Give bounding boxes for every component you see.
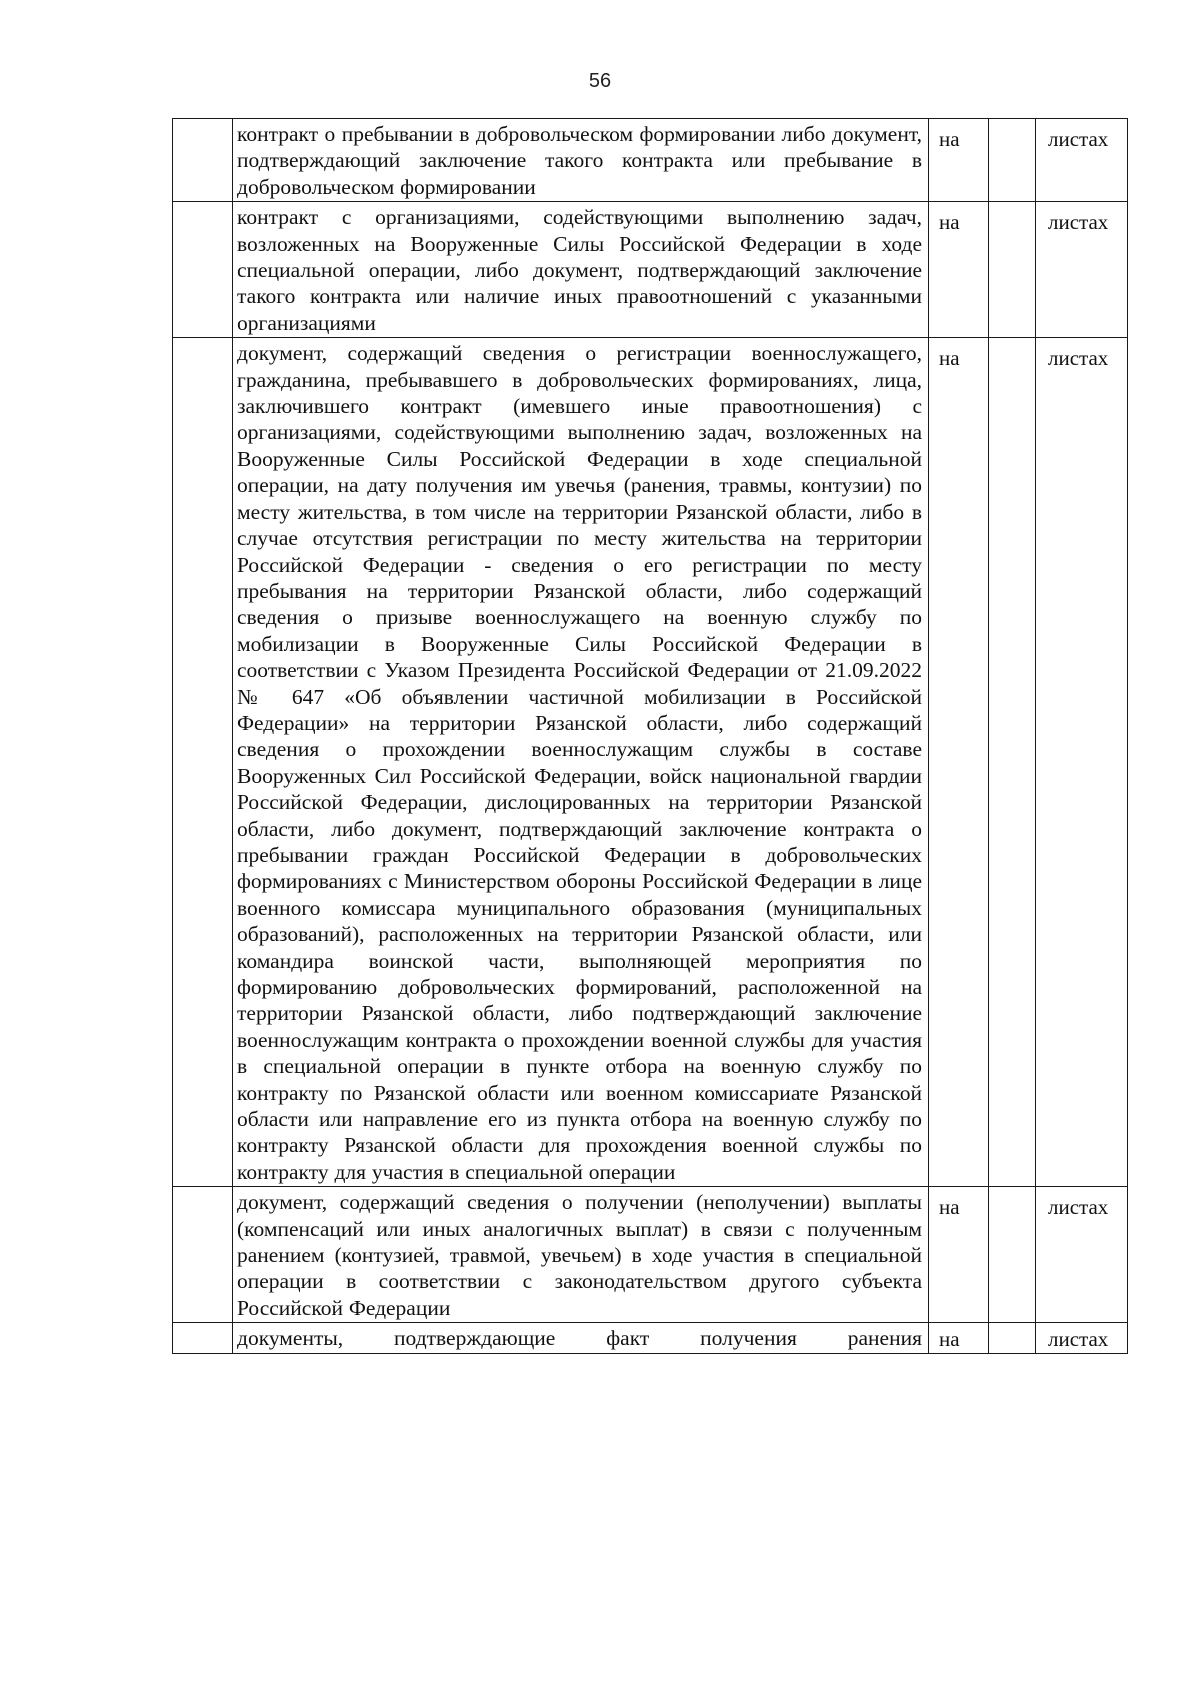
- sheet-count-cell[interactable]: [989, 1187, 1036, 1323]
- sheets-label: листах: [1048, 346, 1109, 371]
- row-number-cell: [173, 338, 233, 1187]
- document-description: контракт о пребывании в добровольческом формировании либо документ, подтверждающий заключение такого контракта или пребывание в добровольческом формировании: [237, 122, 922, 199]
- table-row: [173, 202, 1128, 338]
- sheets-cell: [1036, 1323, 1128, 1353]
- document-description-cell: [233, 338, 929, 1187]
- sheet-count-cell[interactable]: [989, 1323, 1036, 1353]
- sheets-cell: [1036, 338, 1128, 1187]
- row-number-cell: [173, 1187, 233, 1323]
- na-label: на: [939, 1327, 960, 1352]
- row-number-cell: [173, 202, 233, 338]
- na-label: на: [939, 210, 960, 235]
- na-cell: [929, 1323, 989, 1353]
- row-number-cell: [173, 1323, 233, 1353]
- sheets-label: листах: [1048, 210, 1109, 235]
- sheet-count-cell[interactable]: [989, 338, 1036, 1187]
- document-description-cell: [233, 1187, 929, 1323]
- table-row: [173, 119, 1128, 202]
- documents-table: [172, 118, 1128, 1354]
- document-description-cell: [233, 119, 929, 202]
- na-label: на: [939, 127, 960, 151]
- document-description: документы, подтверждающие факт получения ранения: [237, 1326, 922, 1351]
- document-description: документ, содержащий сведения о регистрации военнослужащего, гражданина, пребывавшего в добровольческих формированиях, лица, заключившего контракт (имевшего иные правоотношения) с организациями, содействующими выполнению задач, возложенных на Вооруженные Силы Российской Федерации в ходе специальной операции, на дату получения им увечья (ранения, травмы, контузии) по месту жительства, в том числе на территории Рязанской области, либо в случае отсутствия регистрации по месту жительства на территории Российской Федерации - сведения о его регистрации по месту пребывания на территории Рязанской области, либо содержащий сведения о призыве военнослужащего на военную службу по мобилизации в Вооруженные Силы Российской Федерации в соответствии с Указом Президента Российской Федерации от 21.09.2022 № 647 «Об объявлении частичной мобилизации в Российской Федерации» на территории Рязанской области, либо содержащий сведения о прохождении военнослужащим службы в составе Вооруженных Сил Российской Федерации, войск национальной гвардии Российской Федерации, дислоцированных на территории Рязанской области, либо документ, подтверждающий заключение контракта о пребывании граждан Российской Федерации в добровольческих формированиях с Министерством обороны Российской Федерации в лице военного комиссара муниципального образования (муниципальных образований), расположенных на территории Рязанской области, или командира воинской части, выполняющей мероприятия по формированию добровольческих формирований, расположенной на территории Рязанской области, либо подтверждающий заключение военнослужащим контракта о прохождении военной службы для участия в специальной операции в пункте отбора на военную службу по контракту по Рязанской области или военном комиссариате Рязанской области или направление его из пункта отбора на военную службу по контракту Рязанской области для прохождения военной службы по контракту для участия в специальной операции: [237, 341, 922, 1184]
- sheets-label: листах: [1048, 127, 1109, 151]
- sheet-count-cell[interactable]: [989, 119, 1036, 202]
- document-description-cell: [233, 1323, 929, 1353]
- document-description: документ, содержащий сведения о получении (неполучении) выплаты (компенсаций или иных аналогичных выплат) в связи с полученным ранением (контузией, травмой, увечьем) в ходе участия в специальной операции в соответствии с законодательством другого субъекта Российской Федерации: [237, 1190, 922, 1320]
- na-cell: [929, 202, 989, 338]
- na-label: на: [939, 1195, 960, 1220]
- document-description-cell: [233, 202, 929, 338]
- na-cell: [929, 1187, 989, 1323]
- sheets-cell: [1036, 202, 1128, 338]
- row-number-cell: [173, 119, 233, 202]
- sheets-label: листах: [1048, 1327, 1109, 1352]
- na-cell: [929, 338, 989, 1187]
- sheets-cell: [1036, 119, 1128, 202]
- sheet-count-cell[interactable]: [989, 202, 1036, 338]
- page-number: 56: [588, 70, 612, 92]
- table-row: [173, 1187, 1128, 1323]
- sheets-cell: [1036, 1187, 1128, 1323]
- na-cell: [929, 119, 989, 202]
- na-label: на: [939, 346, 960, 371]
- table-row: [173, 1323, 1128, 1353]
- document-description: контракт с организациями, содействующими выполнению задач, возложенных на Вооруженные Силы Российской Федерации в ходе специальной операции, либо документ, подтверждающий заключение такого контракта или наличие иных правоотношений с указанными организациями: [237, 205, 922, 335]
- table-row: [173, 338, 1128, 1187]
- sheets-label: листах: [1048, 1195, 1109, 1220]
